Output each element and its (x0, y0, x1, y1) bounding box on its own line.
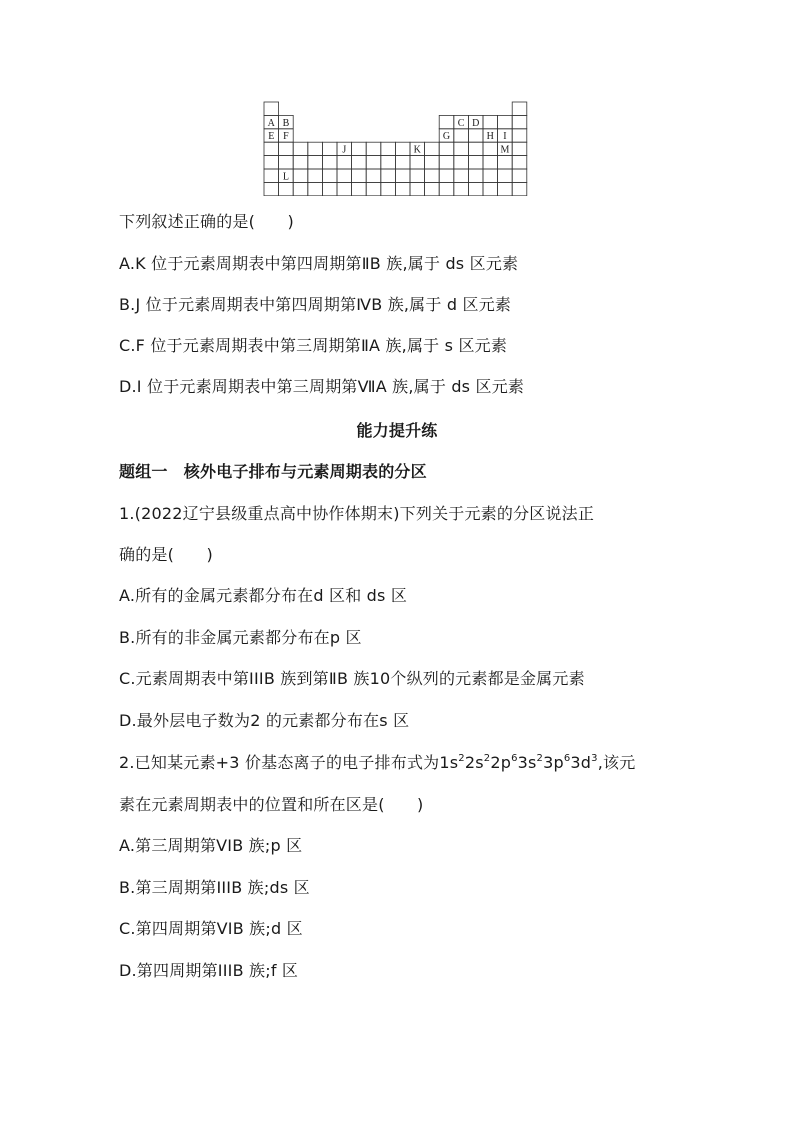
option-c: C.F 位于元素周期表中第三周期第ⅡA 族,属于 s 区元素 (119, 336, 508, 355)
table-cell (439, 142, 454, 155)
table-cell (279, 182, 294, 195)
q2-option-a: A.第三周期第VIB 族;p 区 (119, 836, 303, 855)
q1-stem-line1: 1.(2022辽宁县级重点高中协作体期末)下列关于元素的分区说法正 (119, 504, 595, 523)
table-cell (264, 169, 279, 182)
q2-stem-line2: 素在元素周期表中的位置和所在区是( ) (119, 795, 424, 814)
element-label-g: G (442, 131, 451, 143)
table-cell (352, 142, 367, 155)
periodic-table-grid (263, 101, 529, 196)
table-cell (454, 182, 469, 195)
config-sup: 2 (458, 752, 465, 764)
table-cell (293, 156, 308, 169)
config-sup: 3 (591, 752, 598, 764)
table-cell (322, 156, 337, 169)
option-b: B.J 位于元素周期表中第四周期第ⅣB 族,属于 d 区元素 (119, 295, 512, 314)
option-a: A.K 位于元素周期表中第四周期第ⅡB 族,属于 ds 区元素 (119, 254, 519, 273)
element-label-d: D (472, 117, 480, 129)
table-cell (395, 156, 410, 169)
config-orbital: 3d (570, 753, 592, 772)
q1-stem-line2: 确的是( ) (119, 545, 213, 564)
element-label-e: E (268, 131, 275, 143)
table-cell (366, 182, 381, 195)
table-cell (454, 169, 469, 182)
table-cell (366, 169, 381, 182)
table-cell (468, 182, 483, 195)
table-cell (512, 169, 527, 182)
table-cell (439, 169, 454, 182)
config-orbital: 2p (490, 753, 512, 772)
table-cell (352, 182, 367, 195)
table-cell (454, 156, 469, 169)
table-cell (468, 142, 483, 155)
table-cell (468, 169, 483, 182)
element-label-i: I (503, 131, 507, 143)
table-cell (322, 169, 337, 182)
q1-option-c: C.元素周期表中第IIIB 族到第ⅡB 族10个纵列的元素都是金属元素 (119, 669, 585, 688)
table-cell (264, 156, 279, 169)
table-cell (308, 142, 323, 155)
table-cell (512, 182, 527, 195)
q2-stem-line1 (119, 752, 635, 774)
q2-stem-prefix: 2.已知某元素+3 价基态离子的电子排布式为1s (119, 753, 459, 772)
element-label-k: K (413, 144, 421, 156)
table-cell (381, 156, 396, 169)
table-cell (439, 182, 454, 195)
table-cell (308, 182, 323, 195)
config-orbital: 3p (543, 753, 564, 772)
table-cell (352, 169, 367, 182)
table-cell (279, 142, 294, 155)
table-cell (468, 156, 483, 169)
element-label-h: H (486, 131, 494, 143)
table-cell (425, 169, 440, 182)
table-cell (337, 156, 352, 169)
table-cell (264, 182, 279, 195)
config-orbital: 2s (464, 753, 484, 772)
table-cell (395, 142, 410, 155)
table-cell (381, 142, 396, 155)
table-cell (395, 169, 410, 182)
table-cell (366, 142, 381, 155)
table-cell (352, 156, 367, 169)
q1-option-b: B.所有的非金属元素都分布在p 区 (119, 628, 362, 647)
config-orbital: 3s (517, 753, 537, 772)
config-sup: 2 (483, 752, 491, 764)
table-cell (293, 142, 308, 155)
element-label-j: J (342, 144, 347, 156)
element-label-f: F (283, 131, 289, 143)
table-cell (395, 182, 410, 195)
table-cell (425, 156, 440, 169)
table-cell (410, 156, 425, 169)
table-cell (483, 169, 498, 182)
q2-option-c: C.第四周期第VIB 族;d 区 (119, 919, 303, 938)
table-cell (512, 156, 527, 169)
config-sup: 2 (536, 752, 544, 764)
table-cell (498, 169, 513, 182)
element-label-a: A (267, 117, 275, 129)
q1-option-a: A.所有的金属元素都分布在d 区和 ds 区 (119, 586, 408, 605)
group-title: 题组一 核外电子排布与元素周期表的分区 (119, 462, 427, 481)
table-cell (454, 129, 469, 142)
table-cell (483, 142, 498, 155)
table-cell (410, 169, 425, 182)
table-cell (512, 129, 527, 142)
table-cell (337, 169, 352, 182)
table-cell (279, 156, 294, 169)
table-cell (512, 142, 527, 155)
table-cell (308, 169, 323, 182)
q1-option-d: D.最外层电子数为2 的元素都分布在s 区 (119, 711, 410, 730)
table-cell (293, 182, 308, 195)
table-cell (512, 115, 527, 128)
q2-stem-suffix: ,该元 (597, 753, 636, 772)
table-cell (322, 142, 337, 155)
table-cell (498, 182, 513, 195)
table-cell (366, 156, 381, 169)
table-cell (483, 115, 498, 128)
periodic-table-diagram (263, 101, 529, 196)
table-cell (293, 169, 308, 182)
table-cell (439, 156, 454, 169)
table-cell (439, 115, 454, 128)
option-d: D.I 位于元素周期表中第三周期第ⅦA 族,属于 ds 区元素 (119, 377, 525, 396)
table-cell (425, 182, 440, 195)
table-cell (498, 115, 513, 128)
table-cell (381, 182, 396, 195)
q2-option-b: B.第三周期第IIIB 族;ds 区 (119, 878, 310, 897)
element-label-b: B (282, 117, 290, 129)
table-cell (337, 182, 352, 195)
element-label-c: C (457, 117, 465, 129)
table-cell (483, 156, 498, 169)
table-cell (425, 142, 440, 155)
table-cell (410, 182, 425, 195)
table-cell (512, 102, 527, 115)
table-cell (468, 129, 483, 142)
table-cell (264, 102, 279, 115)
element-label-m: M (500, 144, 510, 156)
q2-option-d: D.第四周期第IIIB 族;f 区 (119, 961, 299, 980)
config-sup: 6 (563, 752, 571, 764)
table-cell (264, 142, 279, 155)
section-title: 能力提升练 (356, 421, 438, 440)
table-cell (498, 156, 513, 169)
table-cell (322, 182, 337, 195)
question-stem: 下列叙述正确的是( ) (119, 212, 294, 231)
table-cell (483, 182, 498, 195)
table-cell (454, 142, 469, 155)
config-sup: 6 (511, 752, 518, 764)
table-cell (308, 156, 323, 169)
table-cell (381, 169, 396, 182)
element-label-l: L (282, 171, 289, 183)
